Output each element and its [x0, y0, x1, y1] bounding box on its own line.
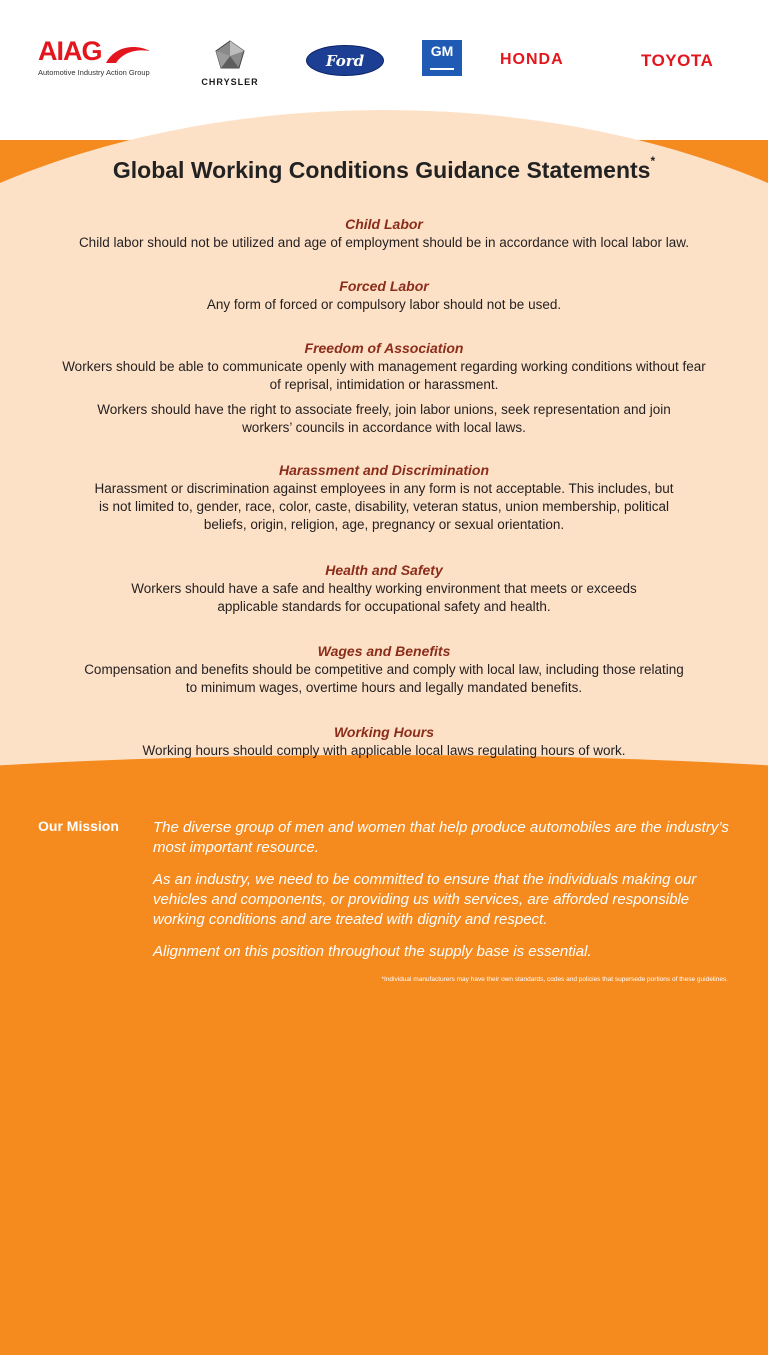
section-paragraph: Compensation and benefits should be competitive and comply with local law, including those relating to minimum wages, overtime hours and legally mandated benefits. — [84, 662, 684, 695]
section-heading: Working Hours — [333, 724, 435, 740]
section-wages-benefits — [80, 642, 688, 697]
chrysler-pentastar-icon — [215, 40, 245, 70]
section-heading: Harassment and Discrimination — [278, 462, 490, 478]
section-body — [60, 358, 708, 437]
section-paragraph: Workers should be able to communicate openly with management regarding working conditions without fear of reprisal, intimidation or harassment. — [62, 359, 706, 392]
ford-logo — [306, 45, 384, 76]
section-body — [20, 296, 748, 314]
section-heading: Wages and Benefits — [317, 643, 451, 659]
mission-paragraph: Alignment on this position throughout the supply base is essential. — [153, 943, 592, 960]
section-heading: Child Labor — [345, 216, 423, 232]
page-title-text: Global Working Conditions Guidance Statements — [112, 157, 651, 183]
page-title — [0, 154, 768, 184]
toyota-logo: TOYOTA — [641, 51, 714, 70]
ford-logo-text: Ford — [306, 45, 384, 76]
gm-logo — [422, 40, 464, 78]
chrysler-logo-text: CHRYSLER — [201, 77, 259, 87]
section-paragraph: Harassment or discrimination against employees in any form is not acceptable. This includes, but is not limited to, gender, race, color, caste, disability, veteran status, union membership, political beliefs, origin, religion, age, pregnancy or sexual orientation. — [94, 481, 674, 532]
mission-paragraph: The diverse group of men and women that help produce automobiles are the industry’s most important resource. — [153, 819, 729, 856]
section-paragraph: Working hours should comply with applicable local laws regulating hours of work. — [142, 743, 626, 758]
aiag-swoosh-icon — [104, 43, 152, 65]
aiag-tagline: Automotive Industry Action Group — [38, 68, 150, 77]
section-heading: Health and Safety — [325, 562, 443, 578]
section-child-labor — [20, 215, 748, 252]
honda-logo: HONDA — [500, 51, 564, 68]
section-freedom-of-association — [60, 339, 708, 437]
aiag-logo — [38, 38, 163, 88]
section-paragraph: Workers should have the right to associate freely, join labor unions, seek representation and join workers’ councils in accordance with local laws. — [97, 402, 671, 435]
title-footnote-mark: * — [650, 154, 656, 169]
section-heading: Freedom of Association — [304, 340, 464, 356]
section-body — [20, 234, 748, 252]
gm-logo-text: GM — [422, 40, 462, 76]
section-paragraph: Workers should have a safe and healthy working environment that meets or exceeds applicable standards for occupational safety and health. — [131, 581, 637, 614]
section-heading: Forced Labor — [339, 278, 429, 294]
section-body — [20, 742, 748, 760]
section-body — [100, 580, 668, 616]
section-body — [80, 661, 688, 697]
section-health-safety — [100, 561, 668, 616]
chrysler-logo — [190, 40, 270, 85]
mission-paragraph: As an industry, we need to be committed to ensure that the individuals making our vehicles and components, or providing us with services, are afforded responsible working conditions and are treated with dignity and respect. — [153, 871, 697, 928]
footnote: *Individual manufacturers may have their own standards, codes and policies that supersede portions of these guidelines. — [381, 976, 728, 983]
section-harassment-discrimination — [90, 461, 678, 534]
mission-body — [153, 818, 743, 974]
mission-label: Our Mission — [38, 818, 119, 834]
section-paragraph: Child labor should not be utilized and age of employment should be in accordance with local labor law. — [78, 235, 690, 250]
aiag-logo-text: AIAG — [38, 36, 102, 66]
section-paragraph: Any form of forced or compulsory labor should not be used. — [206, 297, 562, 312]
section-body — [90, 480, 678, 534]
gm-underline — [430, 68, 454, 70]
section-forced-labor — [20, 277, 748, 314]
section-working-hours — [20, 723, 748, 760]
